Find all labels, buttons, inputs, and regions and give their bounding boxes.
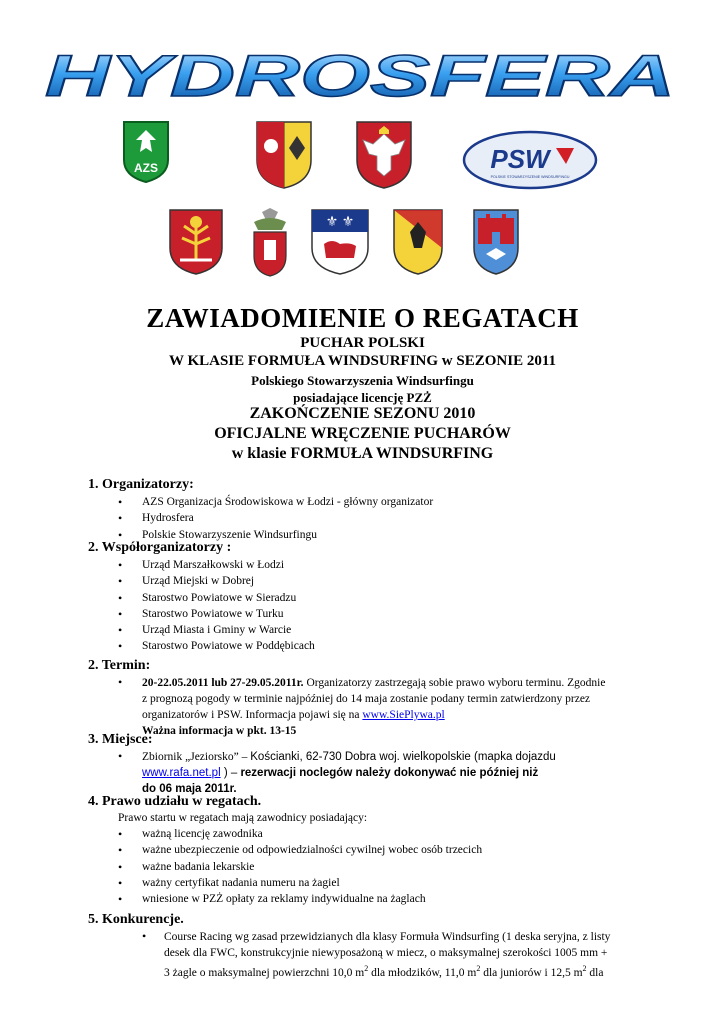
section-organizers-heading: 1. Organizatorzy:	[88, 477, 194, 492]
list-item: • Starostwo Powiatowe w Turku	[118, 606, 315, 622]
crest-warta	[392, 208, 444, 276]
organizers-list	[118, 494, 433, 543]
crest-turek	[248, 208, 292, 278]
section-coorganizers-heading: 2. Współorganizatorzy :	[88, 540, 232, 555]
competitions-paragraph: Course Racing wg zasad przewidzianych dla klasy Formuła Windsurfing (1 deska seryjna, z listy desek dla FWC, konstrukcyjnie niewyposażoną w miecz, o maksymalnej szerokości 1005 mm + 3 żagle o maksymalnej powierzchni 10,0 $m^2$ dla młodzików, 11,0 $m^2$ dla juniorów i 12,5 $m^2$ dla	[164, 931, 611, 979]
list-item: • Polskie Stowarzyszenie Windsurfingu	[118, 527, 433, 543]
venue-paragraph: Zbiornik „Jeziorsko” – Kościanki, 62-730 Dobra woj. wielkopolskie (mapka dojazdu www.rafa.net.pl ) – rezerwacji noclegów należy dokonywać nie później niż do 06 maja 2011r.	[142, 751, 556, 795]
crest-sieradz	[168, 208, 224, 276]
crest-wielkopolskie	[355, 120, 413, 190]
hydrosfera-banner	[40, 48, 680, 104]
list-item: • Urząd Miejski w Dobrej	[118, 573, 315, 589]
eligibility-intro: Prawo startu w regatach mają zawodnicy posiadający:	[118, 812, 368, 824]
list-item: • Hydrosfera	[118, 510, 433, 526]
header-line-1: PUCHAR POLSKI	[300, 335, 425, 351]
sieplywa-link[interactable]: www.SiePlywa.pl	[362, 709, 445, 721]
crest-dobra	[472, 208, 520, 276]
eligibility-list	[118, 826, 482, 907]
section-date-heading: 2. Termin:	[88, 658, 151, 673]
list-item: • wniesione w PZŻ opłaty za reklamy indywidualne na żaglach	[118, 891, 482, 907]
section-eligibility-heading: 4. Prawo udziału w regatach.	[88, 794, 262, 809]
date-paragraph: 20-22.05.2011 lub 27-29.05.2011r. Organizatorzy zastrzegają sobie prawo wyboru terminu. Zgodnie z prognozą pogody w terminie najpóźniej do 14 maja zostanie podany termin zatwierdzony przez organizatorów i PSW. Informacja pojawi się na www.SiePlywa.pl Ważna informacja w pkt. 13-15	[142, 677, 606, 737]
list-item: • ważną licencję zawodnika	[118, 826, 482, 842]
azs-logo	[122, 120, 170, 184]
svg-text:PSW: PSW	[490, 144, 550, 174]
list-item: • AZS Organizacja Środowiskowa w Łodzi - główny organizator	[118, 494, 433, 510]
list-item: • Urząd Marszałkowski w Łodzi	[118, 557, 315, 573]
bullet-icon: •	[118, 749, 123, 763]
banner-text: HYDROSFERA	[45, 48, 675, 104]
list-item: • ważne ubezpieczenie od odpowiedzialności cywilnej wobec osób trzecich	[118, 842, 482, 858]
coorganizers-list	[118, 557, 315, 655]
list-item: • Urząd Miasta i Gminy w Warcie	[118, 622, 315, 638]
bullet-icon: •	[142, 929, 147, 943]
svg-text:POLSKIE STOWARZYSZENIE WINDSUR: POLSKIE STOWARZYSZENIE WINDSURFINGU	[490, 175, 570, 179]
header-line-6: OFICJALNE WRĘCZENIE PUCHARÓW	[214, 425, 511, 442]
header-line-5: ZAKOŃCZENIE SEZONU 2010	[249, 405, 476, 422]
list-item: • ważny certyfikat nadania numeru na żagiel	[118, 875, 482, 891]
bullet-icon: •	[118, 675, 123, 689]
booking-date: do 06 maja 2011r.	[142, 783, 237, 795]
svg-text:AZS: AZS	[134, 161, 158, 175]
crest-lodzkie	[255, 120, 313, 190]
header-line-3: Polskiego Stowarzyszenia Windsurfingu	[251, 373, 474, 388]
header-line-2: W KLASIE FORMUŁA WINDSURFING w SEZONIE 2011	[168, 353, 557, 369]
psw-logo	[462, 130, 598, 190]
document-title: ZAWIADOMIENIE O REGATACH	[146, 303, 579, 333]
list-item: • Starostwo Powiatowe w Sieradzu	[118, 590, 315, 606]
section-venue-heading: 3. Miejsce:	[88, 732, 153, 747]
booking-deadline: rezerwacji noclegów należy dokonywać nie później niż	[240, 767, 539, 779]
list-item: • Starostwo Powiatowe w Poddębicach	[118, 638, 315, 654]
section-competitions-heading: 5. Konkurencje.	[88, 912, 184, 927]
header-line-4: posiadające licencję PZŻ	[293, 390, 432, 405]
header-line-7: w klasie FORMUŁA WINDSURFING	[231, 445, 494, 462]
important-note: Ważna informacja w pkt. 13-15	[142, 725, 297, 737]
crest-poddebice	[310, 208, 370, 276]
rafa-link[interactable]: www.rafa.net.pl	[142, 767, 221, 779]
list-item: • ważne badania lekarskie	[118, 859, 482, 875]
date-value: 20-22.05.2011 lub 27-29.05.2011r.	[142, 677, 304, 689]
svg-text:⚜ ⚜: ⚜ ⚜	[325, 215, 355, 230]
